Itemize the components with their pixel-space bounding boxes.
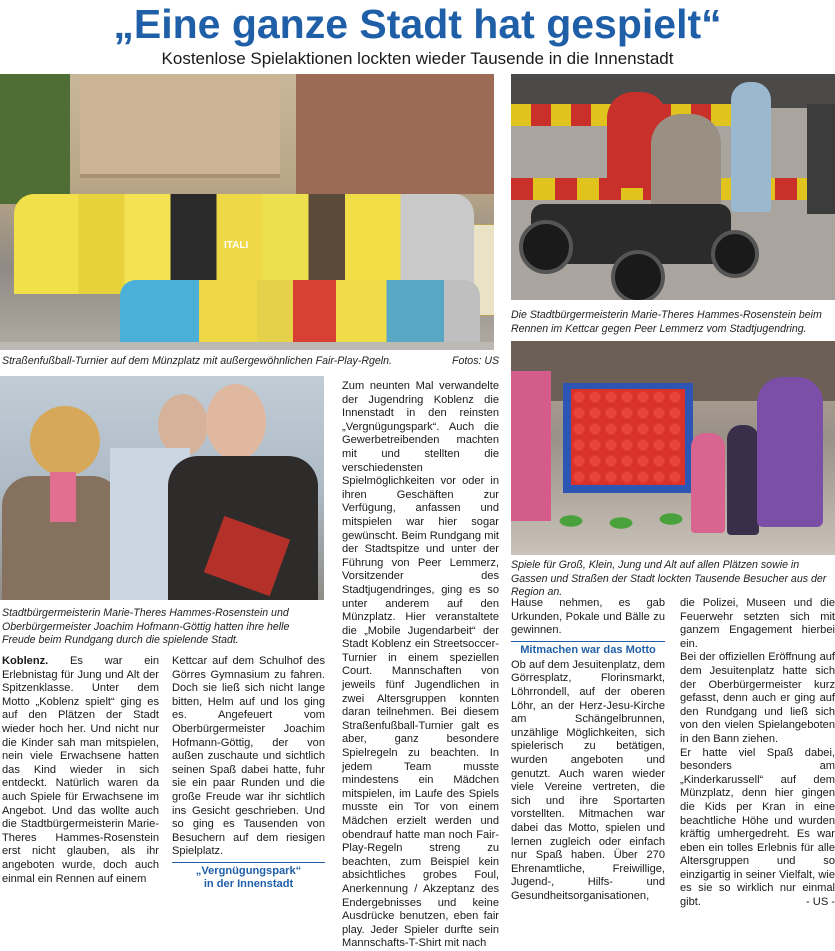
kettcar-wheel-3 [711,230,759,278]
crowd-background [511,74,835,108]
trees [0,74,70,204]
subheading-vergnuegungspark [172,862,325,891]
girl-purple [757,377,823,527]
col2-text: Kettcar auf dem Schulhof des Görres Gymnasium zu fahren. Doch sie ließ sich nicht lange bitten, Helm auf und los ging es. Angefeuert vom Oberbürgermeister Joachim Hofmann-Göttig, der von außen zuschaute und sichtlich seinen Spaß dabei hatte, fuhr sie ein paar Runden und die große Freude war ihr sichtlich ins Gesicht geschrieben. Und so ging es Tausenden von Besuchern auf dem riesigen Spielplatz. [172,655,325,858]
col3-text: Zum neunten Mal verwandelte der Jugendring Koblenz die Innenstadt in den reinsten „Vergnügungspark“. Auch die Gewerbetreibenden machten mit und stellten die verschiedensten Spielmöglichkeiten vor oder in ihren Geschäften zur Verfügung, anfassen und mitspielen war hier sogar gewünscht. Beim Rundgang mit der Stadtspitze und unter der Führung von Peer Lemmerz, Vorsitzender des Stadtjugendringes, ging es so unter anderem auf den Münzplatz. Hier veranstaltete die „Mobile Jugendarbeit“ der Stadt Koblenz ein Streetsoccer-Turnier in einem speziellen Court. Mannschaften von jeweils fünf Jugendlichen in zwei Altersgruppen konnten daran teilnehmen. Bei diesem Straßenfußball-Turnier galt es aber, ganz besondere Spielregeln zu beachten. In jedem Team musste mindestens ein Mädchen mitspielen, im Laufe des Spiels musste ein Tor von einem Mädchen erzielt werden und obendrauf hatte man noch Fair-Play-Regeln streng zu beachten, zum Beispiel kein absichtliches grobes Foul, Anerkennung / Akzeptanz des Endergebnisses und keine Ausdrücke benutzen, eben fair play. Jeder Spieler durfte sein Mannschafts-T-Shirt mit nach [342,380,499,950]
caption-kettcar: Die Stadtbürgermeisterin Marie-Theres Hammes-Rosenstein beim Rennen im Kettcar gegen Peer Lemmerz vom Stadtjugendring. [511,309,822,335]
caption-connect-four: Spiele für Groß, Klein, Jung und Alt auf allen Plätzen sowie in Gassen und Straßen der Stadt lockten Tausende Besucher aus der Region an. [511,559,827,598]
col1-text: Es war ein Erlebnistag für Jung und Alt der Spitzenklasse. Unter dem Motto „Koblenz spielt“ ging es auf den Plätzen der Stadt wieder hoch her. Und nicht nur die Kinder sah man mitspielen, nein viele Erwachsene hatten das Kind wieder in sich entdeckt. Natürlich waren da auch Spiele für Erwachsene im Angebot. Und das wollte auch die Stadtbürgermeisterin Marie-Theres Hammes-Rosenstein erst nicht glauben, als ihr angeboten wurde, doch auch einmal ein Rennen auf einem [2,655,159,885]
col4-text-1: Hause nehmen, es gab Urkunden, Pokale und Bälle zu gewinnen. [511,597,665,637]
building [80,74,280,178]
photo-kettcar [511,74,835,300]
kids-front-row [120,280,480,344]
subheading-line-2: in der Innenstadt [203,877,294,890]
kettcar-wheel-1 [519,220,573,274]
shirt-text: ITALI [224,240,249,251]
building-right [296,74,494,194]
col4-text-2: Ob auf dem Jesuitenplatz, dem Görresplatz, Florinsmarkt, Löhrrondell, auf der oberen Löhr, an der Herz-Jesu-Kirche am Schängelbrunnen, unzählige Möglichkeiten, sich spielerisch zu betätigen, wurden angeboten und genutzt. Auch waren wieder viele Vereine vertreten, die sich und ihre Sportarten vorstellten. Mitmachen war dabei das Motto, spielen und lernen zugleich oder einfach nur Spaß haben. Über 270 Ehrenamtliche, Freiwillige, Jugend-, Hilfs- und Gesundheitsorganisationen, [511,658,665,902]
woman-blonde-hair [30,406,100,476]
col5-text-1: die Polizei, Museen und die Feuerwehr setzten sich mit ganzem Engagement hierbei ein. [680,597,835,650]
author-signature: - US - [806,896,835,909]
ground [0,342,494,350]
article-column-1 [2,655,159,886]
caption-kids-group: Straßenfußball-Turnier auf dem Münzplatz mit außergewöhnlichen Fair-Play-Rgeln. [2,355,392,367]
photo-officials [0,376,324,600]
article-column-4 [511,597,665,903]
subheading-line-1: „Vergnügungspark“ [195,864,302,877]
subheadline: Kostenlose Spielaktionen lockten wieder Tausende in die Innenstadt [161,49,674,68]
woman-pink [511,371,551,521]
headline: „Eine ganze Stadt hat gespielt“ [113,1,722,47]
dateline: Koblenz. [2,655,49,667]
subheading-mitmachen: Mitmachen war das Motto [511,641,665,657]
photo-credit: Fotos: US [452,355,500,367]
bald-man-head [158,394,208,456]
kettcar-wheel-2 [611,250,665,300]
article-column-3 [342,380,499,951]
col5-text-2: Bei der offiziellen Eröffnung auf dem Jesuitenplatz hatte sich der Oberbürgermeister kurz gefasst, denn auch er ging auf den Rundgang und ließ sich von den vielen Spielangeboten in den Bann ziehen. [680,651,835,745]
ground-discs [551,509,711,533]
article-column-5 [680,597,835,910]
article-column-2 [172,655,325,893]
person-far-right [807,104,835,214]
woman-grey-jacket [651,114,721,214]
girl-middle [727,425,759,535]
woman-scarf [50,472,76,522]
caption-officials: Stadtbürgermeisterin Marie-Theres Hammes-Rosenstein und Oberbürgermeister Joachim Hofmann-Göttig hatten ihre helle Freude beim Rundgang durch die spielende Stadt. [2,607,290,646]
mayor-head [206,384,266,460]
col5-text-3: Er hatte viel Spaß dabei, besonders am „Kinderkarussell“ auf dem Münzplatz, denn hier gingen die Kids per Kran in eine beachtliche Höhe und wurden kräftig umhergedreht. Es war eben ein tolles Erlebnis für alle Altersgruppen und so einzigartig in seiner Vielfalt, wie es sie so wirklich nur einmal gibt. [680,746,835,909]
photo-kids-group [0,74,494,350]
photo-connect-four [511,341,835,555]
child-right [731,82,771,212]
connect-four-grid [571,389,685,485]
